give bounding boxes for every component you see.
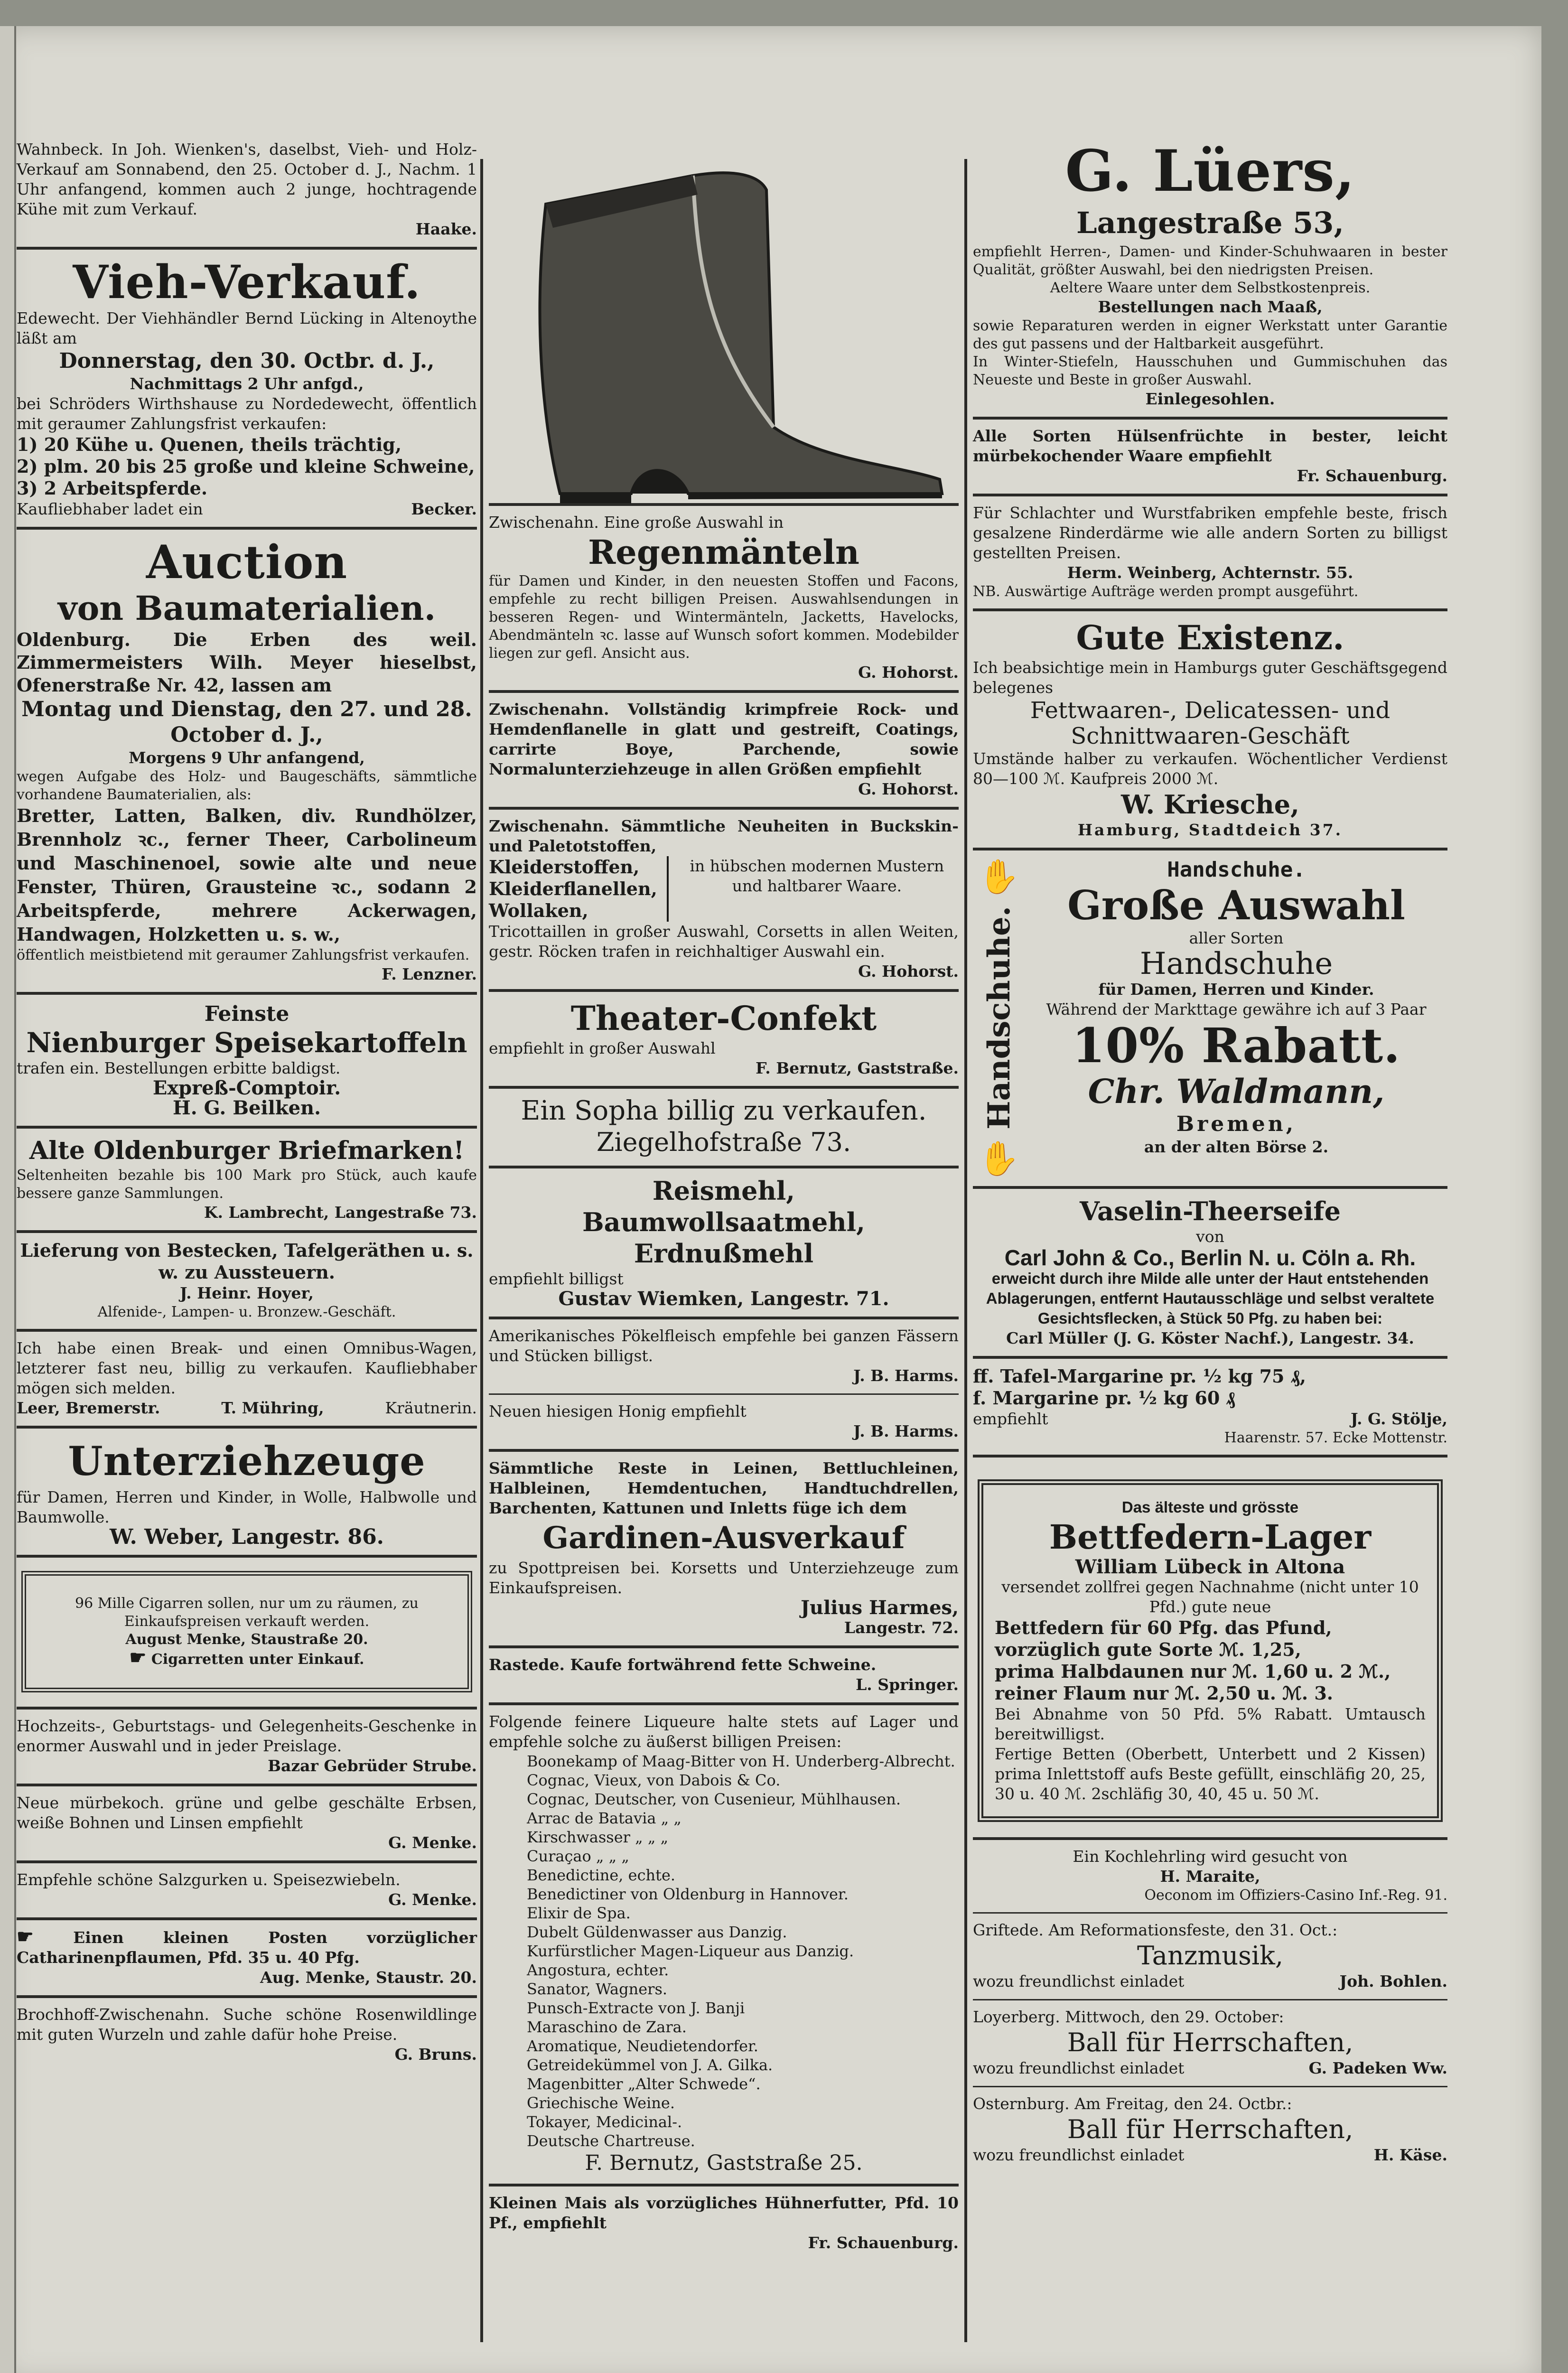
column-middle (489, 133, 959, 2261)
ad-signature: H. Käse. (1373, 2145, 1447, 2164)
ad-hochzeit (17, 1710, 477, 1786)
ad-existenz (973, 611, 1447, 850)
ad-sub: Oeconom im Offiziers-Casino Inf.-Reg. 91. (1144, 1887, 1447, 1904)
ad-headline: Lieferung von Bestecken, Tafelgeräthen u. s. w. zu Aussteuern. (20, 1240, 474, 1283)
ad-signature: G. Hohorst. (858, 780, 959, 798)
ad-text: für Damen, Herren und Kinder. (1098, 980, 1374, 999)
ad-sub: Alfenide-, Lampen- u. Bronzew.-Geschäft. (97, 1304, 396, 1320)
ad-line: reiner Flaum nur ℳ. 2,50 u. ℳ. 3. (995, 1682, 1334, 1704)
liqueur-item: Aromatique, Neudietendorfer. (527, 2037, 758, 2055)
boot-icon (489, 133, 959, 503)
ad-signature: Julius Harmes, (801, 1597, 959, 1619)
ad-note: NB. Auswärtige Aufträge werden prompt ausgeführt. (973, 583, 1359, 600)
ad-text: Zwischenahn. Vollständig krimpfreie Rock- und Hemdenflanelle in glatt und gestreift, Coatings, carrirte Boye, Parchende, sowie Normalunterziehzeuge in allen Größen empfiehlt (489, 700, 959, 778)
ad-intro: Edewecht. Der Viehhändler Bernd Lücking in Altenoythe läßt am (17, 309, 477, 347)
ad-lead: Oldenburg. Die Erben des weil. Zimmermeisters Wilh. Meyer hieselbst, Ofenerstraße Nr. 42, lassen am (17, 629, 477, 696)
ad-subheadline: von Baumaterialien. (57, 589, 436, 628)
ad-wahnbeck (17, 133, 477, 250)
ad-headline: Nienburger Speisekartoffeln (26, 1027, 467, 1059)
ad-text: trafen ein. Bestellungen erbitte baldigst. (17, 1059, 341, 1077)
ad-text: für Damen und Kinder, in den neuesten Stoffen und Facons, empfehle zu recht billigen Preisen. Auswahlsendungen in besseren Regen- und Wintermänteln, Jacketts, Havelocks, Abendmänteln ꝛc. lasse auf Wunsch sofort kommen. Modebilder liegen zur gefl. Ansicht aus. (489, 573, 959, 662)
ad-signature: F. Lenzner. (382, 965, 477, 983)
ad-text: Alle Sorten Hülsenfrüchte in bester, leicht mürbekochender Waare empfiehlt (973, 427, 1447, 465)
ad-text: erweicht durch ihre Milde alle unter der Haut entstehenden Ablagerungen, entfernt Hautausschläge und selbst veraltete Gesichtsflecken, à Stück 50 Pfg. zu haben bei: (986, 1269, 1435, 1327)
ad-signature: J. B. Harms. (853, 1366, 959, 1385)
ad-name: Chr. Waldmann, (1088, 1072, 1385, 1111)
ad-item: 3) 2 Arbeitspferde. (17, 477, 208, 499)
ad-address: Langestraße 53, (1076, 206, 1344, 240)
liqueur-item: Getreidekümmel von J. A. Gilka. (527, 2056, 773, 2074)
ad-signature: G. Padeken Ww. (1308, 2058, 1447, 2077)
ad-line: vorzüglich gute Sorte ℳ. 1,25, (995, 1638, 1301, 1660)
ad-theater (489, 992, 959, 1089)
ad-text-2: zu Spottpreisen bei. Korsetts und Unterziehzeuge zum Einkaufspreisen. (489, 1559, 959, 1597)
ad-headline: Vaselin-Theerseife (1080, 1196, 1341, 1226)
ad-item: Kleiderstoffen, (489, 856, 640, 878)
pointing-hand-icon: ☛ (129, 1646, 147, 1669)
ad-text: sowie Reparaturen werden in eigner Werkstatt unter Garantie des gut passens und der Haltbarkeit ausgeführt. (973, 318, 1447, 352)
ad-text: 96 Mille Cigarren sollen, nur um zu räumen, zu Einkaufspreisen verkauft werden. (75, 1595, 419, 1630)
ad-subheadline: Handschuhe (1139, 946, 1333, 981)
liqueur-item: Arrac de Batavia „ „ (527, 1809, 681, 1827)
ad-bestecke (17, 1233, 477, 1332)
ad-headline: Theater-Confekt (570, 999, 877, 1038)
liqueur-item: Benedictine, echte. (527, 1866, 676, 1884)
ad-name: H. Maraite, (1160, 1867, 1260, 1886)
ad-text: Neuen hiesigen Honig empfiehlt (489, 1402, 747, 1420)
ad-text: Seltenheiten bezahle bis 100 Mark pro Stück, auch kaufe bessere ganze Sammlungen. (17, 1167, 477, 1202)
binding-edge (0, 26, 16, 2373)
ad-signature: Aug. Menke, Staustr. 20. (260, 1968, 477, 1987)
ad-text: Hochzeits-, Geburtstags- und Gelegenheits-Geschenke in enormer Auswahl und in jeder Preislage. (17, 1717, 477, 1755)
liqueur-list (489, 1752, 959, 2150)
ad-kochlehrling (973, 1840, 1447, 1914)
ad-line: f. Margarine pr. ½ kg 60 ₰ (973, 1387, 1235, 1409)
ad-headline: Gardinen-Ausverkauf (542, 1520, 905, 1556)
liqueur-item: Cognac, Deutscher, von Cusenieur, Mühlhausen. (527, 1790, 901, 1808)
ad-pre: Das älteste und grösste (1121, 1498, 1299, 1516)
ad-lead: Zwischenahn. Eine große Auswahl in (489, 513, 784, 532)
liqueur-item: Kirschwasser „ „ „ (527, 1828, 669, 1846)
ad-signature: Becker. (411, 500, 477, 518)
pointing-hand-icon: ☛ (17, 1925, 34, 1948)
ad-text: Fertige Betten (Oberbett, Unterbett und 2 Kissen) prima Inlettstoff aufs Beste gefüllt, einschläfig 20, 25, 30 u. 40 ℳ. 2schläfig 30, 40, 45 u. 50 ℳ. (995, 1744, 1426, 1803)
ad-signature: F. Bernutz, Gaststraße. (756, 1059, 959, 1077)
ad-text: von (1196, 1227, 1224, 1246)
ad-sub: Cigarretten unter Einkauf. (151, 1651, 364, 1668)
ad-text: empfiehlt Herren-, Damen- und Kinder-Schuhwaaren in bester Qualität, größter Auswahl, bei den niedrigsten Preisen. (973, 243, 1447, 278)
ad-signature: Fr. Schauenburg. (1297, 467, 1447, 485)
column-left (17, 133, 477, 2072)
ad-text: empfiehlt billigst (489, 1270, 624, 1288)
liqueur-item: Punsch-Extracte von J. Banji (527, 1999, 745, 2017)
ad-regenmaenteln (489, 506, 959, 693)
ad-text: Loyerberg. Mittwoch, den 29. October: (973, 2007, 1284, 2026)
ad-text: wegen Aufgabe des Holz- und Baugeschäfts, sämmtliche vorhandene Baumaterialien, als: (17, 768, 477, 803)
ad-line: Reismehl, (652, 1176, 795, 1206)
ad-griftede (973, 1914, 1447, 2000)
column-rule-1 (480, 159, 483, 2342)
ad-firm: H. G. Beilken. (172, 1097, 321, 1119)
ad-rastede (489, 1648, 959, 1705)
ad-headline: Gute Existenz. (1076, 618, 1344, 657)
ad-text: Bestellungen nach Maaß, (1098, 298, 1323, 316)
ad-city: Bremen, (1176, 1112, 1297, 1136)
ad-huelsenfruechte (973, 420, 1447, 496)
ad-cigarren (17, 1558, 477, 1710)
ad-headline: Ball für Herrschaften, (1067, 2114, 1353, 2144)
ad-sopha (489, 1089, 959, 1168)
ad-line: ff. Tafel-Margarine pr. ½ kg 75 ₰, (973, 1365, 1306, 1387)
ad-loyerberg (973, 2000, 1447, 2087)
liqueur-item: Elixir de Spa. (527, 1904, 631, 1922)
ad-place: bei Schröders Wirthshause zu Nordedewecht, öffentlich mit geraumer Zahlungsfrist verkaufen: (17, 394, 477, 433)
ad-signature: K. Lambrecht, Langestraße 73. (204, 1203, 477, 1222)
ad-discount: 10% Rabatt. (1072, 1018, 1401, 1074)
ad-signature: J. B. Harms. (853, 1422, 959, 1440)
ad-vaselin (973, 1189, 1447, 1359)
ad-text: öffentlich meistbietend mit geraumer Zahlungsfrist verkaufen. (17, 947, 470, 963)
ad-signature: G. Hohorst. (858, 962, 959, 981)
ad-neuheiten (489, 810, 959, 992)
ad-lueers (973, 133, 1447, 420)
ad-text: Griftede. Am Reformationsfeste, den 31. Oct.: (973, 1920, 1338, 1939)
ad-address: Ziegelhofstraße 73. (596, 1127, 851, 1157)
ad-place: Leer, Bremerstr. (17, 1399, 160, 1417)
ad-text: empfiehlt (973, 1409, 1048, 1428)
ad-margarine (973, 1359, 1447, 1457)
ad-brochhoff (17, 1998, 477, 2072)
ad-line: Bettfedern für 60 Pfg. das Pfund, (995, 1616, 1332, 1638)
ad-headline: Alte Oldenburger Briefmarken! (29, 1136, 465, 1165)
liqueur-item: Tokayer, Medicinal-. (527, 2113, 682, 2131)
ad-handschuhe (973, 850, 1447, 1189)
liqueur-item: Angostura, echter. (527, 1961, 669, 1979)
liqueur-item: Deutsche Chartreuse. (527, 2132, 695, 2150)
ad-signature: W. Weber, Langestr. 86. (109, 1525, 384, 1549)
ad-liqueure (489, 1705, 959, 2186)
ad-text: Ich beabsichtige mein in Hamburgs guter Geschäftsgegend belegenes (973, 658, 1447, 697)
column-right (973, 133, 1447, 2173)
ad-signature: Carl Müller (J. G. Köster Nachf.), Langestr. 34. (1006, 1328, 1414, 1347)
ad-signature: F. Bernutz, Gaststraße 25. (585, 2151, 863, 2175)
ad-firm: Expreß-Comptoir. (152, 1077, 341, 1099)
liqueur-item: Cognac, Vieux, von Dabois & Co. (527, 1771, 781, 1789)
ad-text: empfiehlt in großer Auswahl (489, 1039, 716, 1057)
ad-osternburg (973, 2087, 1447, 2173)
ad-erbsen (17, 1786, 477, 1863)
liqueur-item: Magenbitter „Alter Schwede“. (527, 2075, 761, 2093)
ad-honig (489, 1395, 959, 1452)
ad-address: an der alten Börse 2. (1144, 1138, 1329, 1156)
ad-subheadline: Fettwaaren-, Delicatessen- und Schnittwaaren-Geschäft (1030, 697, 1391, 749)
ad-text: Rastede. Kaufe fortwährend fette Schweine. (489, 1655, 877, 1674)
ad-text: Osternburg. Am Freitag, den 24. Octbr.: (973, 2094, 1292, 2113)
newspaper-page (0, 26, 1541, 2373)
ad-headline: Auction (146, 535, 348, 589)
liqueur-item: Kurfürstlicher Magen-Liqueur aus Danzig. (527, 1942, 854, 1960)
ad-signature: Joh. Bohlen. (1339, 1971, 1447, 1990)
ad-text-2: Umstände halber zu verkaufen. Wöchentlicher Verdienst 80—100 ℳ. Kaufpreis 2000 ℳ. (973, 749, 1447, 788)
ad-text: Einen kleinen Posten vorzüglicher Catharinenpflaumen, Pfd. 35 u. 40 Pfg. (17, 1928, 477, 1967)
ad-headline: Regenmänteln (588, 533, 859, 572)
ad-text: Während der Markttage gewähre ich auf 3 Paar (1046, 1000, 1427, 1018)
ad-headline: Unterziehzeuge (68, 1438, 426, 1485)
ad-signature: Herm. Weinberg, Achternstr. 55. (1067, 563, 1353, 582)
ad-firm: Carl John & Co., Berlin N. u. Cöln a. Rh. (1004, 1245, 1416, 1270)
ad-headline: G. Lüers, (1065, 138, 1355, 205)
ad-lead: Zwischenahn. Sämmtliche Neuheiten in Buckskin- und Paletotstoffen, (489, 817, 959, 855)
ad-invite: wozu freundlichst einladet (973, 2058, 1185, 2077)
liqueur-item: Benedictiner von Oldenburg in Hannover. (527, 1885, 849, 1903)
ad-vieh-verkauf (17, 250, 477, 530)
ad-item: Wollaken, (489, 900, 588, 921)
ad-name: August Menke, Staustraße 20. (125, 1631, 368, 1648)
ad-signature: G. Hohorst. (858, 663, 959, 682)
ad-headline-2: Große Auswahl (1067, 882, 1405, 929)
ad-signature: L. Springer. (856, 1675, 959, 1694)
ad-address: Haarenstr. 57. Ecke Mottenstr. (1224, 1429, 1447, 1446)
ad-gardinen (489, 1452, 959, 1648)
ad-text: Einlegesohlen. (1145, 390, 1275, 408)
ad-text: Brochhoff-Zwischenahn. Suche schöne Rosenwildlinge mit guten Wurzeln und zahle dafür hohe Preise. (17, 2005, 477, 2044)
ad-text: Tricottaillen in großer Auswahl, Corsetts in allen Weiten, gestr. Röcken trafen in reichhaltiger Auswahl ein. (489, 922, 959, 961)
ad-unterziehzeuge (17, 1429, 477, 1558)
ad-item: 1) 20 Kühe u. Quenen, theils trächtig, (17, 434, 402, 455)
ad-text: Ein Kochlehrling wird gesucht von (1073, 1847, 1348, 1866)
ad-time: Nachmittags 2 Uhr anfgd., (130, 374, 364, 393)
ad-text: Ich habe einen Break- und einen Omnibus-Wagen, letzterer fast neu, billig zu verkaufen. Kaufliebhaber mögen sich melden. (17, 1339, 477, 1397)
shoe-illustration (489, 133, 959, 506)
ad-line: Erdnußmehl (634, 1238, 814, 1269)
ad-briefmarken (17, 1129, 477, 1233)
liqueur-item: Dubelt Güldenwasser aus Danzig. (527, 1923, 787, 1941)
ad-bettfedern (973, 1457, 1447, 1840)
ad-text: Wahnbeck. In Joh. Wienken's, daselbst, Vieh- und Holz-Verkauf am Sonnabend, den 25. October d. J., Nachm. 1 Uhr anfangend, kommen auch 2 junge, hochtragende Kühe mit zum Verkauf. (17, 140, 477, 218)
ad-wagen (17, 1332, 477, 1429)
ad-headline: Handschuhe. (1167, 858, 1306, 882)
ad-side-text: in hübschen modernen Mustern und haltbarer Waare. (667, 856, 959, 922)
ad-headline: Vieh-Verkauf. (73, 255, 421, 309)
ad-kartoffeln (17, 995, 477, 1129)
ad-invite: wozu freundlichst einladet (973, 2145, 1185, 2164)
ad-signature: Fr. Schauenburg. (808, 2233, 959, 2252)
ad-signature-sub: Kräutnerin. (385, 1399, 477, 1417)
ad-address: Hamburg, Stadtdeich 37. (1077, 821, 1343, 839)
ad-signature: Gustav Wiemken, Langestr. 71. (558, 1288, 889, 1310)
ad-cta: Kaufliebhaber ladet ein (17, 500, 203, 518)
ad-schlachter (973, 496, 1447, 611)
ad-name: J. Heinr. Hoyer, (180, 1284, 314, 1302)
ad-text: aller Sorten (1189, 929, 1284, 947)
ad-pflaumen (17, 1920, 477, 1998)
ad-mais (489, 2186, 959, 2261)
ad-signature: T. Mühring, (221, 1399, 324, 1417)
liqueur-item: Griechische Weine. (527, 2094, 675, 2112)
glove-icon: ✋ (978, 857, 1020, 896)
liqueur-item: Maraschino de Zara. (527, 2018, 687, 2036)
ad-text: versendet zollfrei gegen Nachnahme (nicht unter 10 Pfd.) gute neue (1001, 1577, 1419, 1616)
ad-signature: Bazar Gebrüder Strube. (268, 1756, 477, 1775)
ad-invite: wozu freundlichst einladet (973, 1971, 1185, 1990)
ad-item: Kleiderflanellen, (489, 878, 657, 899)
ad-signature: J. G. Stölje, (1350, 1409, 1447, 1428)
ad-headline: Bettfedern-Lager (1049, 1517, 1372, 1557)
ad-time: Morgens 9 Uhr anfangend, (129, 748, 365, 767)
ad-vertical-label: Handschuhe. (981, 906, 1017, 1130)
liqueur-item: Boonekamp of Maag-Bitter von H. Underberg-Albrecht. (527, 1752, 955, 1770)
ad-gurken (17, 1863, 477, 1920)
ad-headline: Tanzmusik, (1137, 1940, 1284, 1971)
ad-text: für Damen, Herren und Kinder, in Wolle, Halbwolle und Baumwolle. (17, 1488, 477, 1526)
liqueur-item: Sanator, Wagners. (527, 1980, 668, 1998)
ad-text: Empfehle schöne Salzgurken u. Speisezwiebeln. (17, 1870, 401, 1889)
ad-signature: G. Menke. (388, 1833, 477, 1852)
ad-signature: G. Menke. (388, 1890, 477, 1909)
ad-list: Bretter, Latten, Balken, div. Rundhölzer, Brennholz ꝛc., ferner Theer, Carbolineum und Maschinenoel, sowie alte und neue Fenster, Thüren, Grausteine ꝛc., sodann 2 Arbeitspferde, mehrere Ackerwagen, Handwagen, Holzketten u. s. w., (17, 805, 477, 945)
column-rule-2 (964, 159, 967, 2342)
ad-line: prima Halbdaunen nur ℳ. 1,60 u. 2 ℳ., (995, 1660, 1391, 1682)
ad-text: Amerikanisches Pökelfleisch empfehle bei ganzen Fässern und Stücken billigst. (489, 1327, 959, 1365)
ad-address: Langestr. 72. (844, 1618, 959, 1637)
ad-date: Montag und Dienstag, den 27. und 28. October d. J., (21, 697, 472, 747)
ad-item: 2) plm. 20 bis 25 große und kleine Schweine, (17, 456, 475, 477)
ad-frame (978, 1479, 1443, 1822)
ad-reismehl (489, 1168, 959, 1319)
ad-signature: Haake. (415, 220, 477, 238)
ad-text: Sämmtliche Reste in Leinen, Bettluchleinen, Halbleinen, Hemdentuchen, Handtuchdrellen, Barchenten, Kattunen und Inletts füge ich dem (489, 1459, 959, 1517)
ad-text: Aeltere Waare unter dem Selbstkostenpreis. (1050, 280, 1371, 296)
ad-flanelle (489, 693, 959, 810)
glove-icon: ✋ (978, 1139, 1020, 1178)
ad-auction (17, 530, 477, 995)
ad-headline: Ball für Herrschaften, (1067, 2027, 1353, 2057)
ad-date: Donnerstag, den 30. Octbr. d. J., (59, 349, 435, 373)
ad-signature: G. Bruns. (394, 2045, 477, 2064)
ad-frame (21, 1571, 472, 1692)
ad-text: Für Schlachter und Wurstfabriken empfehle beste, frisch gesalzene Rinderdärme wie alle andern Sorten zu billigst gestellten Preisen. (973, 504, 1447, 562)
liqueur-item: Curaçao „ „ „ (527, 1847, 629, 1865)
ad-headline: Ein Sopha billig zu verkaufen. (521, 1095, 927, 1126)
ad-poekelfleisch (489, 1319, 959, 1395)
ad-pre: Feinste (204, 1002, 289, 1026)
ad-text: Neue mürbekoch. grüne und gelbe geschälte Erbsen, weiße Bohnen und Linsen empfiehlt (17, 1794, 477, 1832)
ad-name: William Lübeck in Altona (1075, 1555, 1345, 1578)
ad-intro: Folgende feinere Liqueure halte stets auf Lager und empfehle solche zu äußerst billigen Preisen: (489, 1712, 959, 1751)
ad-line: Baumwollsaatmehl, (582, 1207, 865, 1237)
ad-text: In Winter-Stiefeln, Hausschuhen und Gummischuhen das Neueste und Beste in großer Auswahl. (973, 354, 1447, 388)
ad-text: Kleinen Mais als vorzügliches Hühnerfutter, Pfd. 10 Pf., empfiehlt (489, 2194, 959, 2232)
ad-text: Bei Abnahme von 50 Pfd. 5% Rabatt. Umtausch bereitwilligst. (995, 1704, 1426, 1743)
ad-name: W. Kriesche, (1121, 789, 1299, 820)
